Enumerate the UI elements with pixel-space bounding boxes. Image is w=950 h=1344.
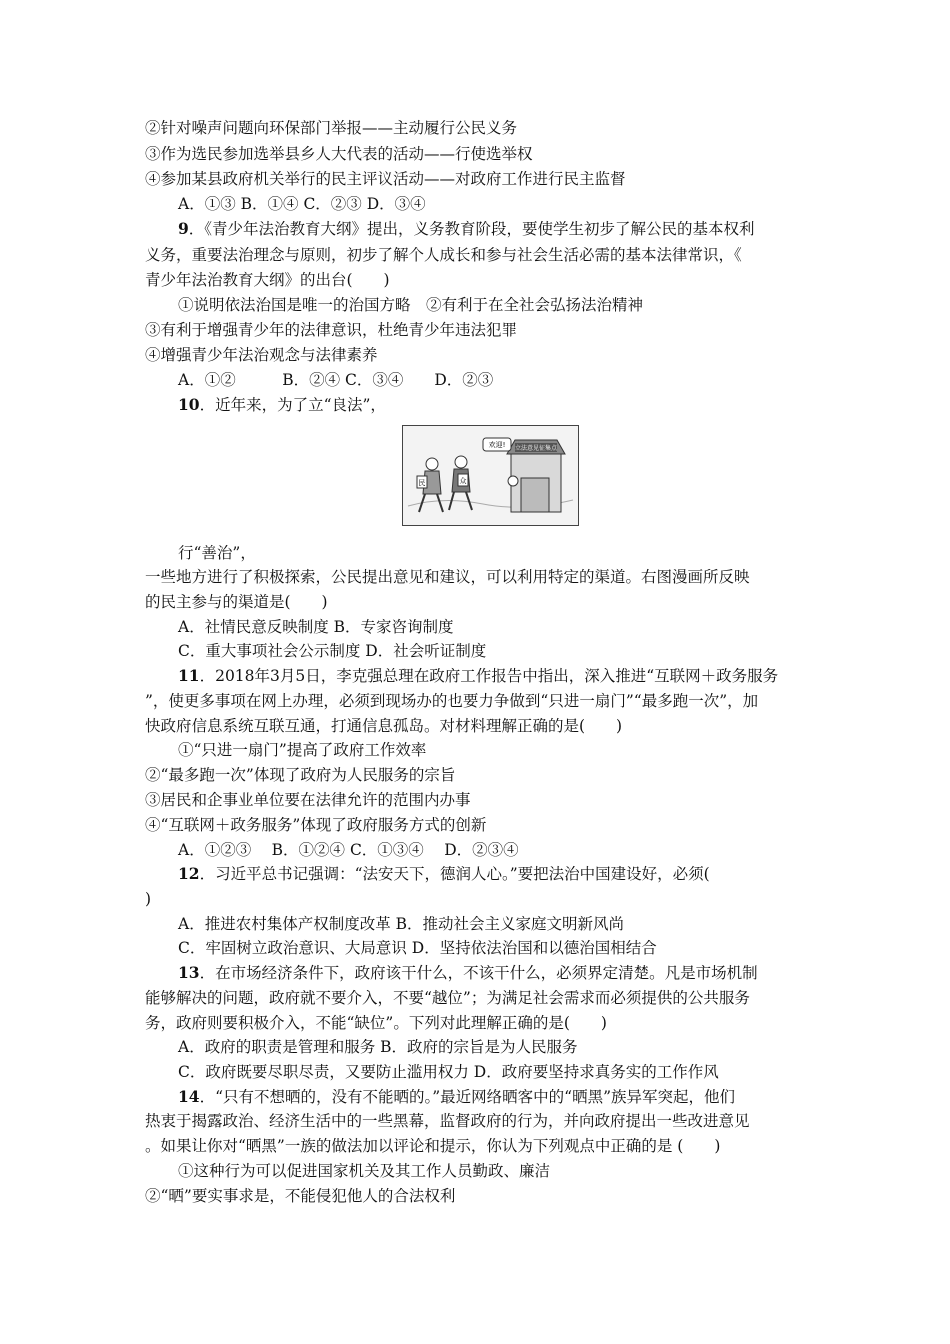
- answer-choices: C．重大事项社会公示制度 D．社会听证制度: [178, 642, 487, 660]
- question-number: 10: [178, 395, 200, 414]
- question-number: 14: [178, 1087, 200, 1106]
- question-number: 9: [178, 219, 189, 238]
- answer-choices: A．①② B．②④ C．③④ D．②③: [178, 371, 494, 389]
- question-text: ．习近平总书记强调：“法安天下，德润人心。”要把法治中国建设好，必须(: [199, 865, 710, 883]
- speech-bubble: 欢迎!: [488, 441, 506, 449]
- question-line: ): [145, 890, 152, 908]
- question-line: 能够解决的问题，政府就不要介入，不要“越位”；为满足社会需求而必须提供的公共服务: [145, 989, 750, 1007]
- option-line: ③有利于增强青少年的法律意识，杜绝青少年违法犯罪: [145, 321, 518, 339]
- question-10-stem: [178, 395, 386, 415]
- answer-choices: C．政府既要尽职尽责，又要防止滥用权力 D．政府要坚持求真务实的工作作风: [178, 1063, 719, 1081]
- question-text: ．“只有不想晒的，没有不能晒的。”最近网络晒客中的“晒黑”族异军突起，他们: [199, 1088, 736, 1106]
- question-text: ．2018年3月5日，李克强总理在政府工作报告中指出，深入推进“互联网＋政务服务: [199, 667, 779, 685]
- question-13-stem: [178, 963, 758, 983]
- question-12-stem: [178, 864, 710, 884]
- question-line: 行“善治”，: [178, 544, 256, 562]
- question-line: 热衷于揭露政治、经济生活中的一些黑幕，监督政府的行为，并向政府提出一些改进意见: [145, 1112, 750, 1130]
- question-line: 。如果让你对“晒黑”一族的做法加以评论和提示，你认为下列观点中正确的是 ( ): [145, 1137, 721, 1155]
- option-line: ②“最多跑一次”体现了政府为人民服务的宗旨: [145, 766, 456, 784]
- person-card: 众: [459, 477, 467, 485]
- option-line: ④参加某县政府机关举行的民主评议活动——对政府工作进行民主监督: [145, 170, 626, 188]
- answer-choices: A．政府的职责是管理和服务 B．政府的宗旨是为人民服务: [178, 1038, 578, 1056]
- option-line: ②针对噪声问题向环保部门举报——主动履行公民义务: [145, 119, 518, 137]
- question-number: 12: [178, 864, 200, 883]
- option-line: ①“只进一扇门”提高了政府工作效率: [178, 741, 427, 759]
- option-line: ③作为选民参加选举县乡人大代表的活动——行使选举权: [145, 145, 533, 163]
- question-14-stem: [178, 1087, 735, 1107]
- answer-choices: A．①③ B．①④ C．②③ D．③④: [178, 195, 426, 213]
- question-number: 13: [178, 963, 200, 982]
- question-9-stem: [178, 219, 755, 239]
- question-line: 一些地方进行了积极探索，公民提出意见和建议，可以利用特定的渠道。右图漫画所反映: [145, 568, 750, 586]
- building-sign: 立法意见征集点: [514, 445, 558, 452]
- question-11-stem: [178, 666, 778, 686]
- question-text: ．近年来，为了立“良法”，: [199, 396, 386, 414]
- option-line: ①这种行为可以促进国家机关及其工作人员勤政、廉洁: [178, 1162, 551, 1180]
- question-line: 的民主参与的渠道是( ): [145, 593, 328, 611]
- option-line: ④“互联网＋政务服务”体现了政府服务方式的创新: [145, 816, 487, 834]
- question-line: ”，使更多事项在网上办理，必须到现场办的也要力争做到“只进一扇门”“最多跑一次”，加: [145, 692, 759, 710]
- question-number: 11: [178, 666, 200, 685]
- option-line: ②“晒”要实事求是，不能侵犯他人的合法权利: [145, 1187, 456, 1205]
- question-text: ．在市场经济条件下，政府该干什么，不该干什么，必须界定清楚。凡是市场机制: [199, 964, 758, 982]
- cartoon-image: [402, 425, 579, 526]
- answer-choices: A．推进农村集体产权制度改革 B．推动社会主义家庭文明新风尚: [178, 915, 625, 933]
- option-line: ①说明依法治国是唯一的治国方略 ②有利于在全社会弘扬法治精神: [178, 296, 644, 314]
- question-line: 快政府信息系统互联互通，打通信息孤岛。对材料理解正确的是( ): [145, 717, 623, 735]
- option-line: ④增强青少年法治观念与法律素养: [145, 346, 378, 364]
- question-text: ．《青少年法治教育大纲》提出，义务教育阶段，要使学生初步了解公民的基本权利: [188, 220, 755, 238]
- answer-choices: A．社情民意反映制度 B．专家咨询制度: [178, 618, 454, 636]
- person-card: 民: [418, 479, 426, 487]
- question-line: 青少年法治教育大纲》的出台( ): [145, 271, 390, 289]
- answer-choices: A．①②③ B．①②④ C．①③④ D．②③④: [178, 841, 519, 859]
- question-line: 义务，重要法治理念与原则，初步了解个人成长和参与社会生活必需的基本法律常识，《: [145, 246, 742, 264]
- option-line: ③居民和企事业单位要在法律允许的范围内办事: [145, 791, 471, 809]
- answer-choices: C．牢固树立政治意识、大局意识 D．坚持依法治国和以德治国相结合: [178, 939, 657, 957]
- question-line: 务，政府则要积极介入，不能“缺位”。下列对此理解正确的是( ): [145, 1014, 607, 1032]
